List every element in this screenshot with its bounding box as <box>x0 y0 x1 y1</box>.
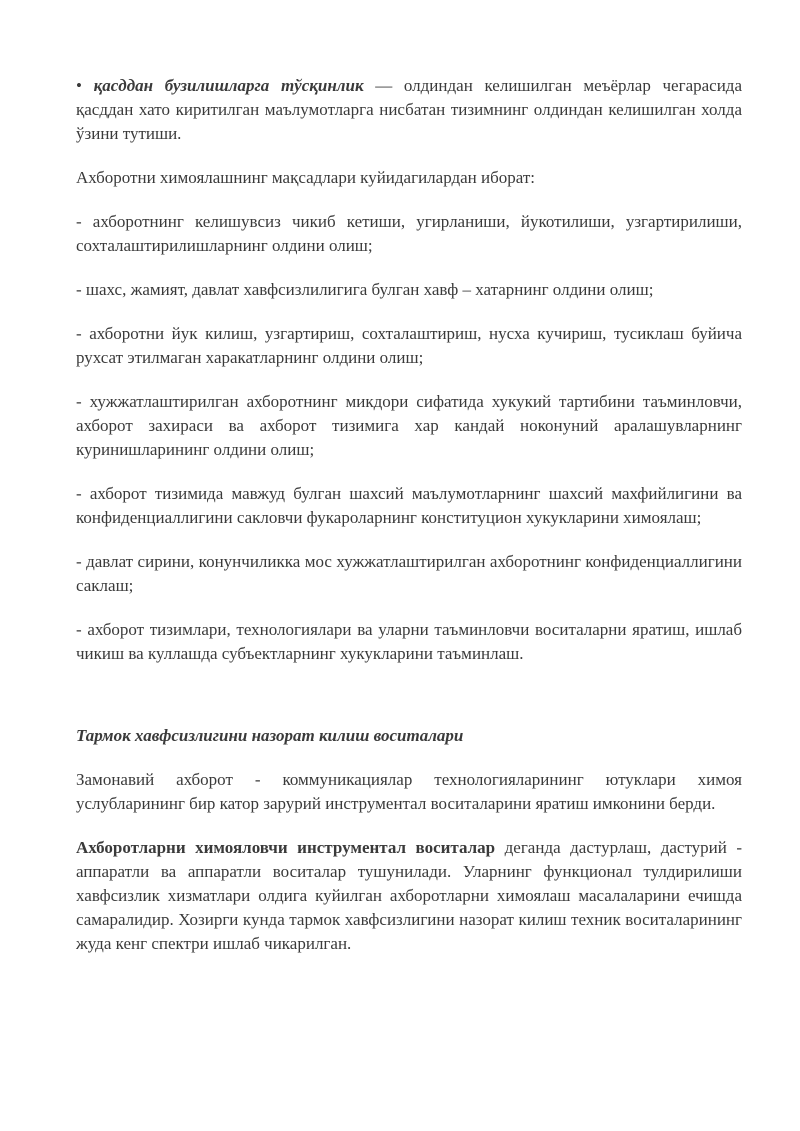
paragraph-tools-text: деганда дастурлаш, дастурий - аппаратли ва аппаратли воситалар тушунилади. Уларнинг функционал тулдирилиши хавфсизлик хизматлари олдига куйилган ахборотларни химоялаш масалаларини ечишда самаралидир. Хозирги кунда тармок хавфсизлигини назорат килиш техник воситаларининг жуда кенг спектри ишлаб чикарилган. <box>76 838 742 953</box>
goal-item: - ахборот тизимида мавжуд булган шахсий маълумотларнинг шахсий махфийлигини ва конфиденциаллигини сакловчи фукароларнинг конституцион хукукларини химоялаш; <box>76 484 742 527</box>
goal-item: - ахборот тизимлари, технологиялари ва уларни таъминловчи воситаларни яратиш, ишлаб чикиш ва куллашда субъектларнинг хукукларини таъминлаш. <box>76 620 742 663</box>
goal-item: - хужжатлаштирилган ахборотнинг микдори сифатида хукукий тартибини таъминловчи, ахборот захираси ва ахборот тизимига хар кандай ноконуний аралашувларнинг куринишларининг олдини олиш; <box>76 392 742 459</box>
bullet-term: қасддан бузилишларга тўсқинлик <box>93 76 364 95</box>
bullet-paragraph <box>76 74 742 146</box>
bullet-text: — олдиндан келишилган меъёрлар чегарасида қасддан хато киритилган маълумотларга нисбатан тизимнинг олдиндан келишилган холда ўзини тутиши. <box>76 76 742 143</box>
goal-item: - ахборотни йук килиш, узгартириш, сохталаштириш, нусха кучириш, тусиклаш буйича рухсат этилмаган харакатларнинг олдини олиш; <box>76 324 742 367</box>
paragraph-tools-lead: Ахборотларни химояловчи инструментал воситалар <box>76 838 496 857</box>
bullet-mark: • <box>76 76 82 95</box>
goal-item: - шахс, жамият, давлат хавфсизлилигига булган хавф – хатарнинг олдини олиш; <box>76 280 654 299</box>
goal-item: - ахборотнинг келишувсиз чикиб кетиши, угирланиши, йукотилиши, узгартирилиши, сохталаштирилишларнинг олдини олиш; <box>76 212 742 255</box>
goals-intro: Ахборотни химоялашнинг мақсадлари куйидагилардан иборат: <box>76 168 536 187</box>
section-heading: Тармок хавфсизлигини назорат килиш воситалари <box>76 726 464 745</box>
goal-item: - давлат сирини, конунчиликка мос хужжатлаштирилган ахборотнинг конфиденциаллигини саклаш; <box>76 552 742 595</box>
paragraph-tools <box>76 836 742 956</box>
paragraph-modern: Замонавий ахборот - коммуникациялар технологияларининг ютуклари химоя услубларининг бир катор зарурий инструментал воситаларини яратиш имконини берди. <box>76 770 742 813</box>
